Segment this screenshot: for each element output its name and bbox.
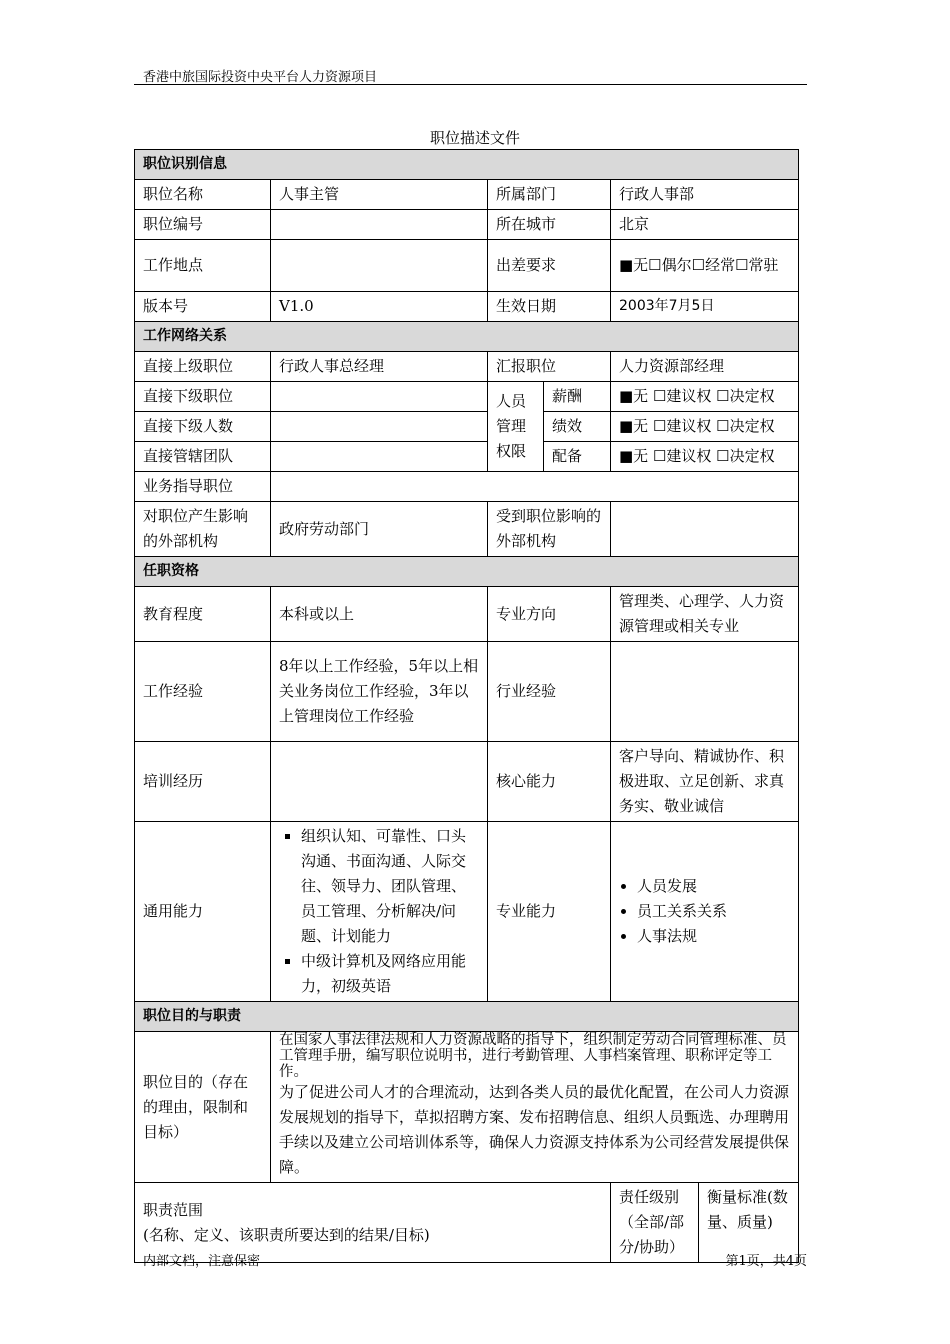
responsibility-level-label: 责任级别（全部/部分/协助） (611, 1183, 699, 1263)
position-name-value: 人事主管 (271, 180, 488, 210)
report-value: 人力资源部经理 (611, 352, 799, 382)
list-item: • 人事法规 (637, 924, 790, 949)
authority-label: 人员管理权限 (488, 382, 544, 472)
training-value (271, 742, 488, 822)
industry-label: 行业经验 (488, 642, 611, 742)
authority-item: 绩效 (544, 412, 611, 442)
location-value (271, 240, 488, 292)
purpose-label: 职位目的（存在的理由，限制和目标） (135, 1032, 271, 1183)
travel-value: ■无☐偶尔☐经常☐常驻 (611, 240, 799, 292)
subordinate-label: 直接下级职位 (135, 382, 271, 412)
section-purpose: 职位目的与职责 (135, 1002, 799, 1032)
purpose-value (271, 1032, 799, 1183)
general-list (279, 824, 479, 999)
authority-value: ■无 ☐建议权 ☐决定权 (611, 442, 799, 472)
list-item: ▪ 中级计算机及网络应用能力，初级英语 (301, 949, 479, 999)
list-item: • 人员发展 (637, 874, 790, 899)
document-title: 职位描述文件 (429, 129, 520, 147)
header-rule (134, 84, 807, 85)
section-network: 工作网络关系 (135, 322, 799, 352)
duty-scope-sub: (名称、定义、该职责所要达到的结果/目标) (143, 1225, 430, 1244)
professional-label: 专业能力 (488, 822, 611, 1002)
list-item: • 员工关系关系 (637, 899, 790, 924)
duty-scope-label: 职责范围 (143, 1200, 204, 1219)
authority-value: ■无 ☐建议权 ☐决定权 (611, 382, 799, 412)
guidance-label: 业务指导职位 (135, 472, 271, 502)
training-label: 培训经历 (135, 742, 271, 822)
city-value: 北京 (611, 210, 799, 240)
location-label: 工作地点 (135, 240, 271, 292)
authority-item: 配备 (544, 442, 611, 472)
position-no-label: 职位编号 (135, 210, 271, 240)
effective-date-label: 生效日期 (488, 292, 611, 322)
department-value: 行政人事部 (611, 180, 799, 210)
ext-influence-label: 对职位产生影响的外部机构 (135, 502, 271, 557)
ext-influence-value: 政府劳动部门 (271, 502, 488, 557)
ext-affected-label: 受到职位影响的外部机构 (488, 502, 611, 557)
education-value: 本科或以上 (271, 587, 488, 642)
team-label: 直接管辖团队 (135, 442, 271, 472)
general-label: 通用能力 (135, 822, 271, 1002)
travel-label: 出差要求 (488, 240, 611, 292)
version-label: 版本号 (135, 292, 271, 322)
version-value: V1.0 (271, 292, 488, 322)
position-no-value (271, 210, 488, 240)
city-label: 所在城市 (488, 210, 611, 240)
department-label: 所属部门 (488, 180, 611, 210)
team-value (271, 442, 488, 472)
authority-value: ■无 ☐建议权 ☐决定权 (611, 412, 799, 442)
sub-count-value (271, 412, 488, 442)
industry-value (611, 642, 799, 742)
purpose-text-1: 在国家人事法律法规和人力资源战略的指导下，组织制定劳动合同管理标准、员工管理手册，编写职位说明书，进行考勤管理、人事档案管理、职称评定等工作。 (279, 1032, 787, 1080)
authority-item: 薪酬 (544, 382, 611, 412)
core-value: 客户导向、精诚协作、积极进取、立足创新、求真务实、敬业诚信 (611, 742, 799, 822)
core-label: 核心能力 (488, 742, 611, 822)
purpose-text-2: 为了促进公司人才的合理流动，达到各类人员的最优化配置，在公司人力资源发展规划的指导下，草拟招聘方案、发布招聘信息、组织人员甄选、办理聘用手续以及建立公司培训体系等，确保人力资源支持体系为公司经营发展提供保障。 (279, 1083, 790, 1176)
education-label: 教育程度 (135, 587, 271, 642)
general-value (271, 822, 488, 1002)
footer-confidential: 内部文档，注意保密 (143, 1254, 261, 1269)
footer-page-number: 第1页，共4页 (725, 1254, 807, 1269)
effective-date-value: 2003年7月5日 (611, 292, 799, 322)
job-description-table (134, 149, 799, 1263)
sub-count-label: 直接下级人数 (135, 412, 271, 442)
professional-list (619, 874, 790, 949)
major-value: 管理类、心理学、人力资源管理或相关专业 (611, 587, 799, 642)
header-project: 香港中旅国际投资中央平台人力资源项目 (143, 70, 378, 85)
guidance-value (271, 472, 799, 502)
subordinate-value (271, 382, 488, 412)
report-label: 汇报职位 (488, 352, 611, 382)
position-name-label: 职位名称 (135, 180, 271, 210)
list-item: ▪ 组织认知、可靠性、口头沟通、书面沟通、人际交往、领导力、团队管理、员工管理、分析解决/问题、计划能力 (301, 824, 479, 949)
section-identification: 职位识别信息 (135, 150, 799, 180)
experience-label: 工作经验 (135, 642, 271, 742)
superior-label: 直接上级职位 (135, 352, 271, 382)
experience-value: 8年以上工作经验，5年以上相关业务岗位工作经验，3年以上管理岗位工作经验 (271, 642, 488, 742)
major-label: 专业方向 (488, 587, 611, 642)
section-qualification: 任职资格 (135, 557, 799, 587)
ext-affected-value (611, 502, 799, 557)
professional-value (611, 822, 799, 1002)
superior-value: 行政人事总经理 (271, 352, 488, 382)
measure-standard-label: 衡量标准(数量、质量) (699, 1183, 799, 1263)
